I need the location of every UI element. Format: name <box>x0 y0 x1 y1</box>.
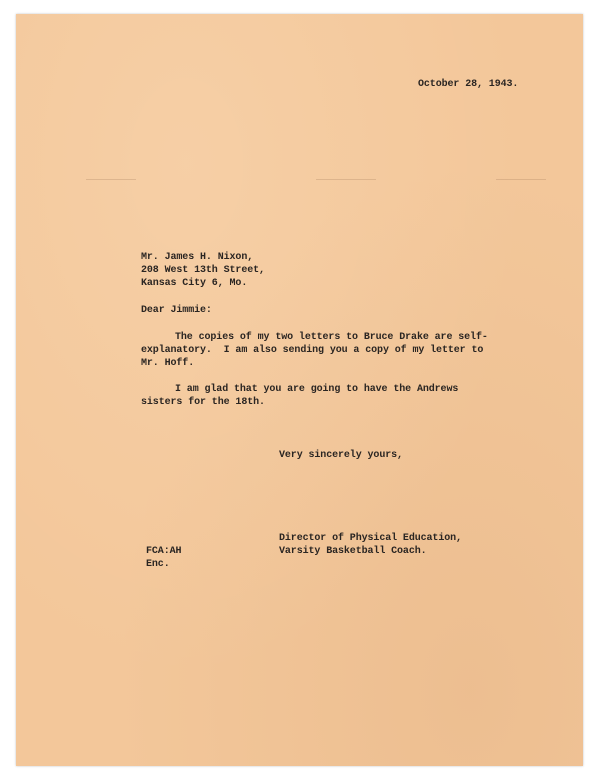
faint-mark <box>86 179 136 180</box>
signature-title: Director of Physical Education, <box>279 533 462 544</box>
body-line: The copies of my two letters to Bruce Drake are self- <box>175 332 488 343</box>
reference-initials: FCA:AH <box>146 546 182 557</box>
recipient-street: 208 West 13th Street, <box>141 265 265 276</box>
body-line: Mr. Hoff. <box>141 358 195 369</box>
body-line: sisters for the 18th. <box>141 397 265 408</box>
faint-mark <box>496 179 546 180</box>
closing: Very sincerely yours, <box>279 450 403 461</box>
signature-title: Varsity Basketball Coach. <box>279 546 427 557</box>
recipient-city: Kansas City 6, Mo. <box>141 278 248 289</box>
recipient-name: Mr. James H. Nixon, <box>141 252 254 263</box>
salutation: Dear Jimmie: <box>141 305 212 316</box>
letter-page <box>16 14 583 766</box>
body-line: explanatory. I am also sending you a copy of my letter to <box>141 345 484 356</box>
letter-date: October 28, 1943. <box>418 79 519 90</box>
body-line: I am glad that you are going to have the Andrews <box>175 384 459 395</box>
enclosure-note: Enc. <box>146 559 170 570</box>
faint-mark <box>316 179 376 180</box>
